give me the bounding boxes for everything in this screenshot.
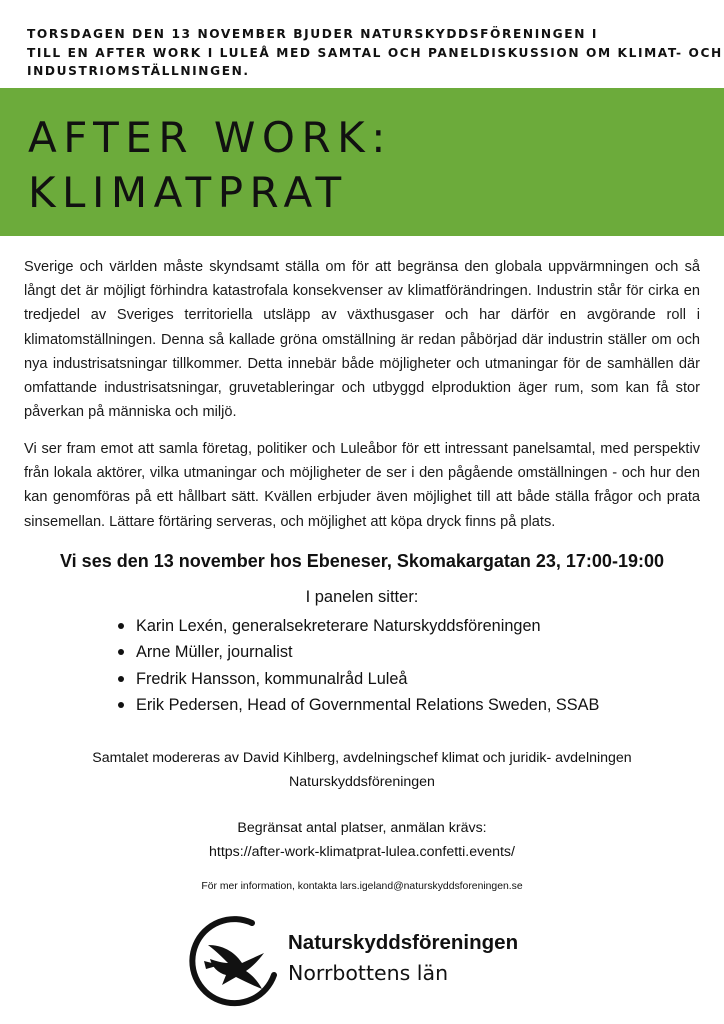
- title-line: KLIMATPRAT: [28, 168, 348, 217]
- list-item: [118, 666, 599, 692]
- swallow-logo-icon: [186, 915, 282, 1011]
- page-title: [28, 110, 392, 220]
- intro-line: TORSDAGEN DEN 13 NOVEMBER BJUDER NATURSKYDDSFÖRENINGEN I: [27, 27, 598, 41]
- list-item: [118, 692, 599, 718]
- bullet-icon: [118, 702, 124, 708]
- intro-line: INDUSTRIOMSTÄLLNINGEN.: [27, 64, 250, 78]
- bullet-icon: [118, 623, 124, 629]
- body-paragraph-1: Sverige och världen måste skyndsamt ställa om för att begränsa den globala uppvärmningen och så långt det är möjligt förhindra katastrofala konsekvenser av klimatförändringen. Industrin står för cirka en tredjedel av Sveriges territoriella utsläpp av växthusgaser och har därför en avgörande roll i klimatomställningen. Denna så kallade gröna omställning är redan påbörjad där industrin ställer om och nya industrisatsningar tillkommer. Detta innebär både möjligheter och utmaningar för de samhällen där omfattande industrisatsningar, gruvetableringar och utbyggd elproduktion äger rum, som kan få stor påverkan på människa och miljö.: [24, 259, 700, 421]
- moderator-org: Naturskyddsföreningen: [289, 774, 435, 790]
- signup-info: [0, 816, 724, 864]
- title-banner: [0, 88, 724, 236]
- org-region: Norrbottens län: [288, 961, 449, 985]
- intro-text: [27, 25, 723, 81]
- title-line: AFTER WORK:: [28, 113, 392, 162]
- moderator-info: [0, 746, 724, 794]
- panel-heading: I panelen sitter:: [305, 588, 419, 606]
- signup-link[interactable]: https://after-work-klimatprat-lulea.confetti.events/: [209, 844, 515, 860]
- event-details: Vi ses den 13 november hos Ebeneser, Skomakargatan 23, 17:00-19:00: [60, 551, 664, 571]
- bullet-icon: [118, 649, 124, 655]
- body-paragraph-2: Vi ser fram emot att samla företag, politiker och Luleåbor för ett intressant panelsamtal, med perspektiv från lokala aktörer, vilka utmaningar och möjligheter de ser i den pågående omställningen - och hur den kan genomföras på ett hållbart sätt. Kvällen erbjuder även möjlighet till att både ställa frågor och prata sinsemellan. Lättare förtäring serveras, och möjlighet att köpa dryck finns på plats.: [24, 441, 700, 530]
- moderator-line: Samtalet modereras av David Kihlberg, avdelningschef klimat och juridik- avdelningen: [92, 750, 632, 766]
- signup-text: Begränsat antal platser, anmälan krävs:: [237, 820, 487, 836]
- contact-info: För mer information, kontakta lars.igeland@naturskyddsforeningen.se: [201, 881, 523, 892]
- panel-member: Arne Müller, journalist: [136, 643, 293, 662]
- list-item: [118, 613, 599, 639]
- panel-member: Erik Pedersen, Head of Governmental Relations Sweden, SSAB: [136, 695, 600, 714]
- intro-line: TILL EN AFTER WORK I LULEÅ MED SAMTAL OCH PANELDISKUSSION OM KLIMAT- OCH: [27, 45, 723, 60]
- panel-member: Fredrik Hansson, kommunalråd Luleå: [136, 669, 408, 688]
- panel-member-list: [118, 613, 599, 718]
- list-item: [118, 639, 599, 665]
- org-name: Naturskyddsföreningen: [288, 931, 519, 954]
- panel-member: Karin Lexén, generalsekreterare Naturskyddsföreningen: [136, 617, 541, 635]
- bullet-icon: [118, 676, 124, 682]
